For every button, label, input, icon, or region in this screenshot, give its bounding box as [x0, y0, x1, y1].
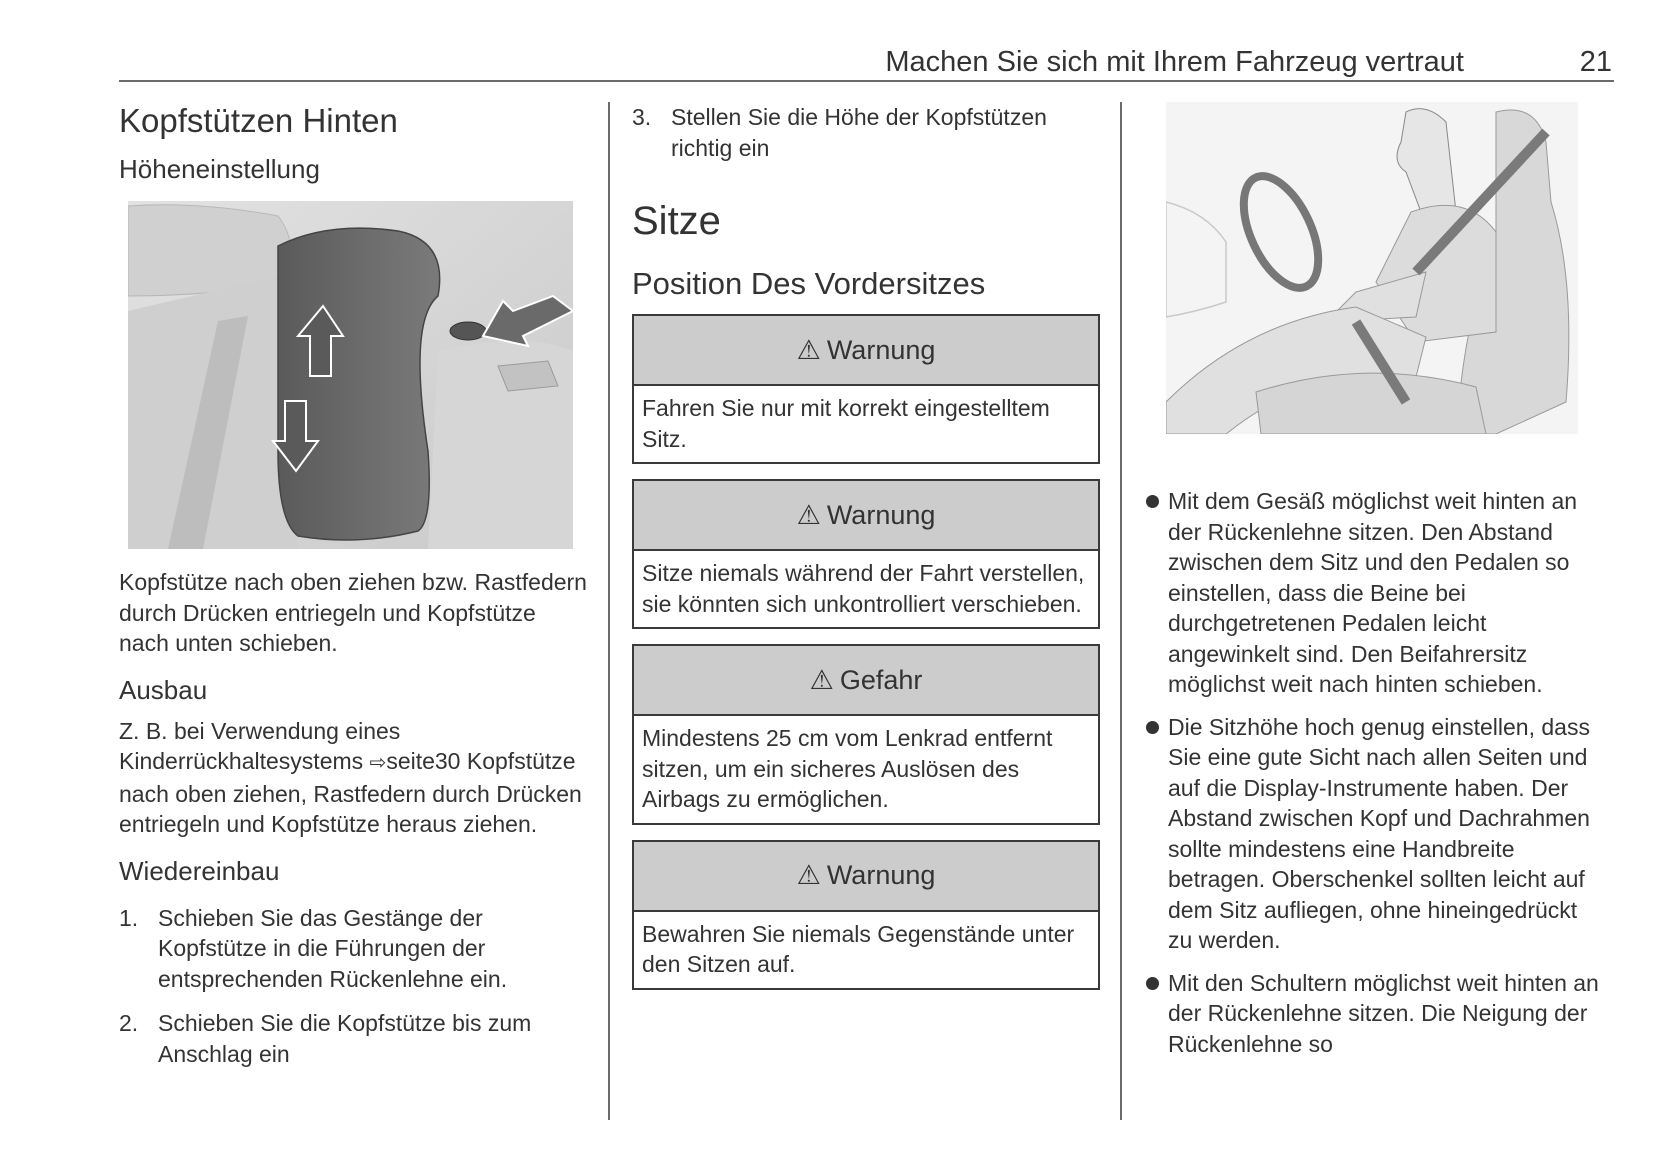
- installation-steps-continued: [632, 102, 1100, 163]
- danger-text: Mindestens 25 cm vom Lenkrad entfernt sitzen, um ein sicheres Auslösen des Airbags zu ermöglichen.: [642, 725, 1053, 812]
- list-item: [1146, 968, 1606, 1060]
- bullet-icon: [1146, 721, 1159, 734]
- list-item: [632, 102, 1100, 163]
- warning-box: [632, 840, 1100, 990]
- page-header: [119, 40, 1614, 82]
- warning-triangle-icon: ⚠: [796, 860, 821, 890]
- step-text: Stellen Sie die Höhe der Kopfstützen richtig ein: [671, 104, 1047, 161]
- warning-header: [634, 481, 1098, 551]
- warning-label: Warnung: [826, 499, 936, 530]
- installation-steps: [119, 903, 589, 1070]
- bullet-text: Mit dem Gesäß möglichst weit hinten an der Rückenlehne sitzen. Den Abstand zwischen dem Sitz und den Pedalen so einstellen, dass die Beine bei durchgetretenen Pedalen leicht angewinkelt sind. Den Beifahrersitz möglichst weit nach hinten schieben.: [1168, 488, 1578, 697]
- warning-triangle-icon: ⚠: [796, 499, 821, 530]
- bullet-icon: [1146, 495, 1159, 508]
- column-right: [1146, 102, 1606, 1071]
- bullet-text: Die Sitzhöhe hoch genug einstellen, dass Sie eine gute Sicht nach allen Seiten und auf die Display-Instrumente haben. Der Abstand zwischen Kopf und Dachrahmen sollte mindestens eine Handbreite betragen. Oberschenkel sollten leicht auf dem Sitz aufliegen, ohne hineingedrückt zu werden.: [1168, 713, 1590, 953]
- chapter-title: Sitze: [632, 199, 721, 243]
- list-item: [119, 903, 589, 995]
- subsection-title-height-adjustment: Höheneinstellung: [119, 154, 320, 184]
- warning-box: [632, 479, 1100, 629]
- removal-text: Z. B. bei Verwendung eines Kinderrückhaltesystems: [119, 717, 401, 774]
- step-number: 1.: [119, 904, 139, 931]
- danger-header: [634, 646, 1098, 716]
- column-middle: [632, 102, 1100, 1005]
- warning-text: Bewahren Sie niemals Gegenstände unter den Sitzen auf.: [642, 920, 1075, 977]
- step-number: 2.: [119, 1010, 139, 1036]
- paragraph-removal: [119, 716, 589, 840]
- driver-position-illustration: [1166, 102, 1578, 434]
- paragraph-height-adjustment: Kopfstütze nach oben ziehen bzw. Rastfedern durch Drücken entriegeln und Kopfstütze nach unten schieben.: [119, 569, 587, 656]
- arrow-right-icon[interactable]: ⇨: [369, 752, 387, 774]
- warning-triangle-icon: ⚠: [796, 334, 821, 365]
- page-number: 21: [1579, 46, 1612, 78]
- column-divider: [608, 102, 610, 1120]
- column-divider: [1120, 102, 1122, 1120]
- running-header-title: Machen Sie sich mit Ihrem Fahrzeug vertraut: [885, 46, 1464, 78]
- page-reference-link[interactable]: seite30: [386, 748, 461, 774]
- bullet-text: Mit den Schultern möglichst weit hinten an der Rückenlehne sitzen. Die Neigung der Rückenlehne so: [1168, 969, 1599, 1057]
- section-title: Kopfstützen Hinten: [119, 102, 398, 139]
- subsection-title-reinstallation: Wiedereinbau: [119, 855, 280, 886]
- warning-header: [634, 316, 1098, 386]
- list-item: [119, 1008, 589, 1069]
- subsection-title-front-seat-position: Position Des Vordersitzes: [632, 266, 986, 301]
- seating-instructions: [1146, 486, 1606, 1059]
- removal-text-continued: Kopfstütze nach oben ziehen, Rastfedern durch Drücken entriegeln und Kopfstütze heraus ziehen.: [119, 748, 582, 837]
- warning-triangle-icon: ⚠: [809, 664, 834, 695]
- list-item: [1146, 712, 1606, 956]
- danger-box: [632, 644, 1100, 825]
- warning-text: Sitze niemals während der Fahrt verstellen, sie könnten sich unkontrolliert verschieben.: [642, 560, 1085, 617]
- headrest-illustration: [128, 201, 573, 549]
- warning-header: [634, 842, 1098, 912]
- warning-box: [632, 314, 1100, 464]
- warning-label: Warnung: [826, 334, 936, 365]
- list-item: [1146, 486, 1606, 700]
- subsection-title-removal: Ausbau: [119, 674, 208, 705]
- step-number: 3.: [632, 104, 652, 130]
- step-text: Schieben Sie die Kopfstütze bis zum Anschlag ein: [158, 1010, 532, 1067]
- step-text: Schieben Sie das Gestänge der Kopfstütze in die Führungen der entsprechenden Rückenlehne ein.: [158, 904, 508, 992]
- column-left: [119, 102, 589, 1083]
- warning-label: Warnung: [826, 860, 936, 890]
- danger-label: Gefahr: [839, 664, 923, 695]
- bullet-icon: [1146, 977, 1159, 990]
- warning-text: Fahren Sie nur mit korrekt eingestelltem Sitz.: [642, 395, 1050, 452]
